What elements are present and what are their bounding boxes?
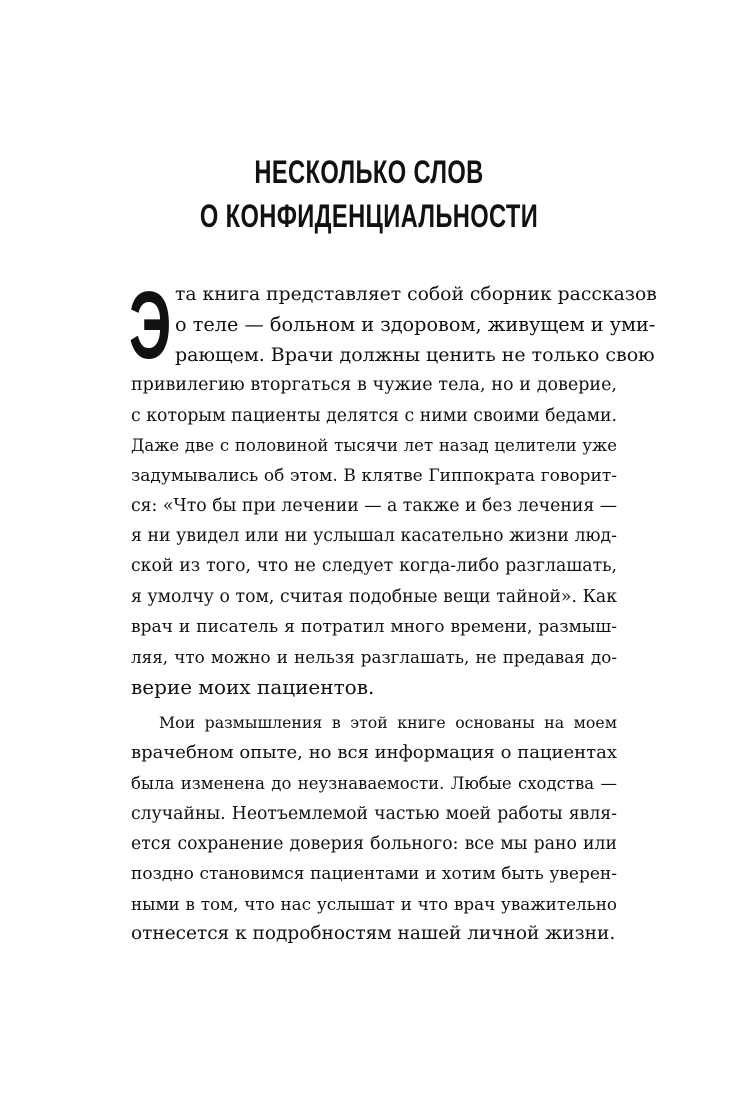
- text-line: ляя, что можно и нельзя разглашать, не предавая до-: [131, 646, 617, 667]
- text-line: с которым пациенты делятся с ними своими бедами.: [131, 405, 617, 426]
- text-line: была изменена до неузнаваемости. Любые сходства —: [131, 773, 617, 793]
- text-line: Даже две с половиной тысячи лет назад целители уже: [131, 435, 617, 455]
- drop-cap: Э: [129, 272, 172, 379]
- text-line: ется сохранение доверия больного: все мы рано или: [131, 833, 617, 854]
- chapter-title-line-2: О КОНФИДЕНЦИАЛЬНОСТИ: [199, 198, 539, 234]
- paragraph-1: [129, 272, 657, 702]
- text-line: задумывались об этом. В клятве Гиппократа говорит-: [131, 465, 617, 486]
- text-line: ными в том, что нас услышат и что врач уважительно: [131, 894, 617, 915]
- text-line: я умолчу о том, считая подобные вещи тайной». Как: [131, 586, 617, 607]
- text-line: Мои размышления в этой книге основаны на моем: [159, 713, 617, 733]
- chapter-title-line-1: НЕСКОЛЬКО СЛОВ: [254, 154, 484, 190]
- body-text: [129, 272, 657, 949]
- text-line: рающем. Врачи должны ценить не только свою: [175, 344, 655, 367]
- text-line: о теле — больном и здоровом, живущем и уми-: [175, 313, 656, 337]
- paragraph-2: [131, 708, 617, 949]
- text-line: случайны. Неотъемлемой частью моей работы явля-: [131, 803, 617, 824]
- text-line: я ни увидел или ни услышал касательно жизни люд-: [131, 526, 617, 547]
- text-line: врачебном опыте, но вся информация о пациентах: [131, 742, 617, 764]
- text-line: поздно становимся пациентами и хотим быть уверен-: [131, 863, 617, 884]
- text-line: привилегию вторгаться в чужие тела, но и доверие,: [131, 375, 617, 396]
- text-line: отнесется к подробностям нашей личной жизни.: [131, 923, 616, 945]
- text-line: ся: «Что бы при лечении — а также и без лечения —: [131, 496, 617, 517]
- text-line: врач и писатель я потратил много времени, размыш-: [131, 616, 617, 637]
- chapter-title: [96, 150, 642, 238]
- text-line: ской из того, что не следует когда-либо разглашать,: [131, 556, 617, 577]
- text-line: та книга представляет собой сборник рассказов: [175, 284, 657, 305]
- text-line: верие моих пациентов.: [131, 675, 375, 700]
